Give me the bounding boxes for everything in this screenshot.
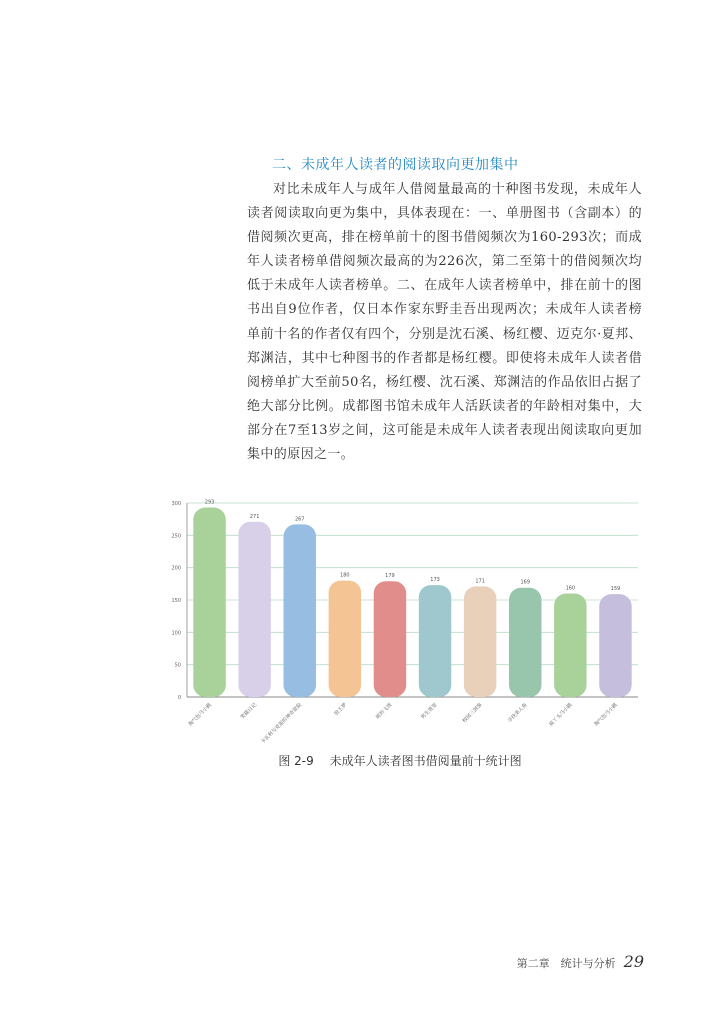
y-tick-label: 50 [174, 662, 181, 669]
data-label: 160 [565, 585, 576, 592]
bar-chart [165, 495, 645, 755]
data-label: 169 [520, 579, 531, 586]
y-tick-label: 300 [171, 501, 181, 507]
y-tick-label: 200 [171, 565, 181, 572]
x-tick-label: 淘气包马小跳 [187, 702, 213, 728]
bar [599, 594, 631, 697]
data-label: 271 [249, 513, 260, 520]
bar [374, 581, 406, 697]
bar [554, 594, 586, 697]
x-tick-label: 笑猫日记 [239, 702, 259, 721]
y-tick-label: 0 [177, 695, 181, 701]
section-heading: 二、未成年人读者的阅读取向更加集中 [272, 157, 519, 173]
data-label: 171 [475, 578, 485, 585]
y-tick-label: 100 [171, 630, 181, 637]
body-paragraph: 对比未成年人与成年人借阅量最高的十种图书发现，未成年人读者阅读取向更为集中，具体表现在：一、单册图书（含副本）的借阅频次更高，排在榜单前十的图书借阅频次为160-293次；而成年人读者榜单借阅频次最高的为226次，第二至第十的借阅频次均低于未成年人读者榜单。二、在成年人读者榜单中，排在前十的图书出自9位作者，仅日本作家东野圭吾出现两次；未成年人读者榜单前十名的作者仅有四个，分别是沈石溪、杨红樱、迈克尔·夏邦、郑渊洁，其中七种图书的作者都是杨红樱。即使将未成年人读者借阅榜单扩大至前50名，杨红樱、沈石溪、郑渊洁的作品依旧占据了绝大部分比例。成都图书馆未成年人活跃读者的年龄相对集中，大部分在7至13岁之间，这可能是未成年人读者表现出阅读取向更加集中的原因之一。 [247, 182, 642, 463]
y-tick-label: 150 [171, 598, 181, 604]
x-tick-label: 狼王梦 [333, 702, 349, 718]
data-label: 180 [340, 572, 350, 579]
bar [509, 588, 541, 697]
bar [193, 508, 225, 697]
figure-title: 未成年人读者图书借阅量前十统计图 [329, 754, 522, 768]
data-label: 267 [294, 516, 305, 523]
bar [464, 586, 496, 697]
figure-caption [0, 752, 728, 769]
data-label: 159 [610, 586, 621, 593]
figure-number: 图 2-9 [278, 754, 314, 768]
bar-chart-svg [165, 495, 645, 755]
bar [419, 585, 451, 697]
x-tick-label: 寻找美人鱼 [506, 702, 529, 725]
data-label: 293 [204, 499, 215, 506]
bar [329, 581, 361, 697]
y-tick-label: 250 [171, 533, 181, 540]
data-label: 179 [385, 573, 395, 580]
x-tick-label: 斑羚飞渡 [374, 702, 394, 721]
x-tick-label: 卡瓦利与克雷的神奇冒险 [260, 702, 304, 746]
x-tick-label: 校园三剑客 [461, 702, 484, 725]
chapter-label: 第二章 统计与分析 [516, 957, 616, 970]
x-tick-label: 疯丫头马小跳 [548, 702, 574, 728]
bar [284, 524, 316, 697]
x-tick-label: 淘气包马小跳 [593, 702, 619, 728]
page-number: 29 [623, 952, 644, 971]
page-footer [517, 952, 644, 971]
bar [238, 522, 270, 697]
data-label: 173 [430, 577, 440, 584]
x-tick-label: 男生贾里 [420, 702, 439, 721]
